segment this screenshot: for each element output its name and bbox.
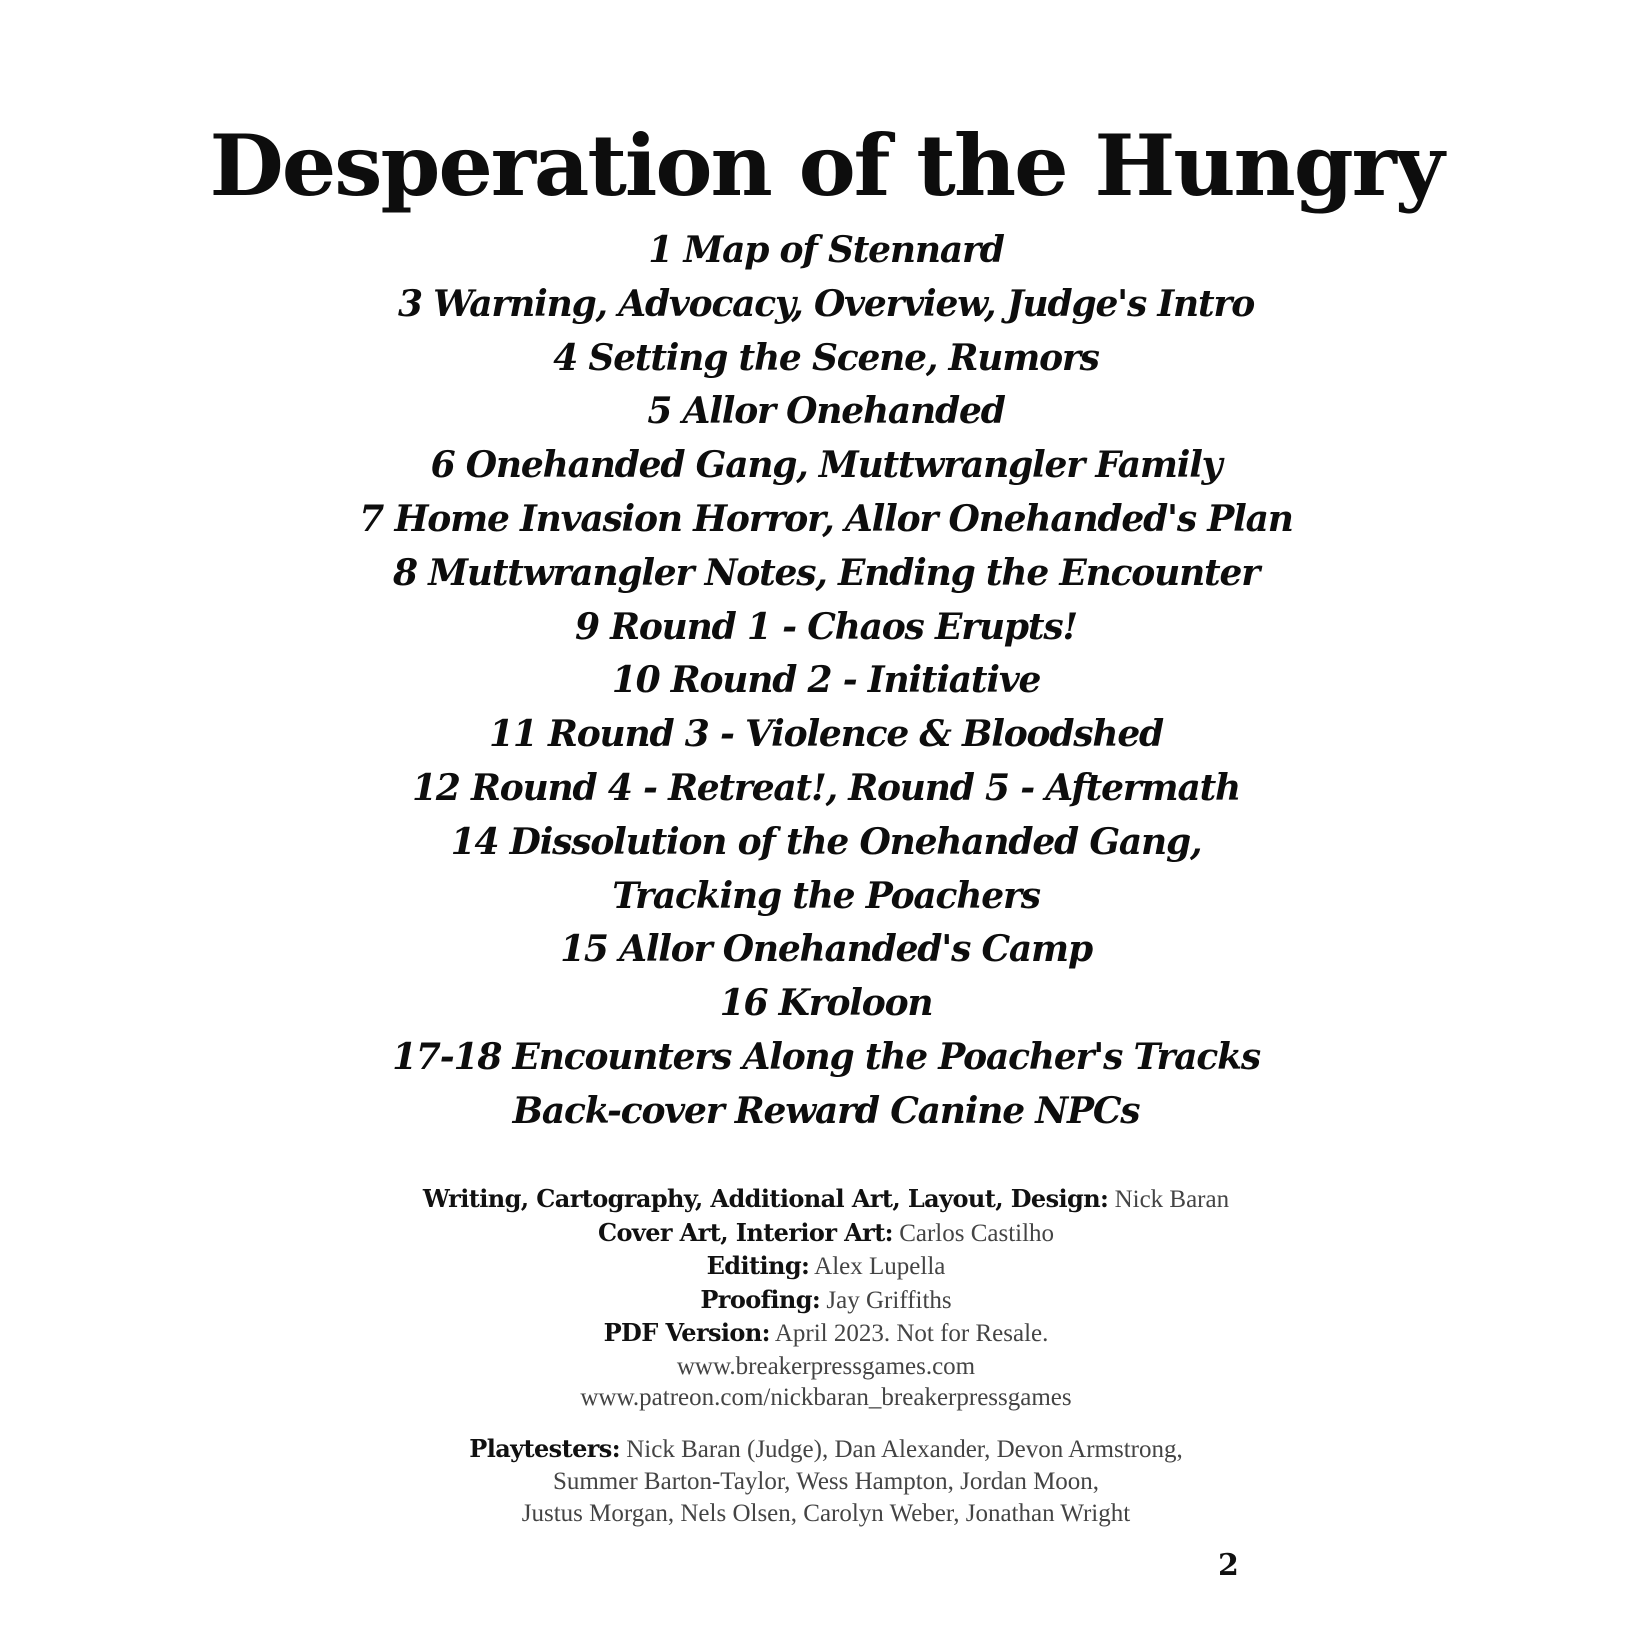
page-title: Desperation of the Hungry — [209, 116, 1443, 215]
patreon-link[interactable]: www.patreon.com/nickbaran_breakerpressgames — [580, 1384, 1072, 1411]
toc-entry: 17-18 Encounters Along the Poacher's Tracks — [392, 1035, 1260, 1078]
credit-line — [0, 1217, 1652, 1251]
credit-label: Writing, Cartography, Additional Art, Layout, Design: — [422, 1184, 1109, 1213]
toc-entry: 9 Round 1 - Chaos Erupts! — [574, 605, 1078, 648]
playtesters-names: Summer Barton-Taylor, Wess Hampton, Jordan Moon, — [552, 1468, 1100, 1495]
credit-line — [0, 1183, 1652, 1217]
credit-label: Editing: — [706, 1251, 810, 1280]
playtesters-line — [0, 1433, 1652, 1466]
credit-value: Carlos Castilho — [892, 1219, 1055, 1247]
credit-line — [0, 1250, 1652, 1284]
credit-line — [0, 1317, 1652, 1351]
toc-entry: 14 Dissolution of the Onehanded Gang, — [450, 820, 1202, 863]
credit-value: Alex Lupella — [809, 1253, 946, 1280]
page-number: 2 — [1218, 1548, 1239, 1583]
website-link[interactable]: www.breakerpressgames.com — [676, 1352, 976, 1380]
toc-entry: 16 Kroloon — [719, 982, 933, 1025]
credit-label: PDF Version: — [603, 1318, 770, 1347]
credit-label: Cover Art, Interior Art: — [597, 1217, 893, 1247]
toc-entry: Back-cover Reward Canine NPCs — [512, 1089, 1140, 1132]
credits-block — [0, 1183, 1652, 1414]
credit-line — [0, 1284, 1652, 1318]
toc-entry: 12 Round 4 - Retreat!, Round 5 - Aftermath — [412, 766, 1240, 809]
toc-entry: 5 Allor Onehanded — [647, 390, 1005, 433]
toc-entry: 7 Home Invasion Horror, Allor Onehanded's Plan — [359, 497, 1293, 540]
credit-label: Proofing: — [700, 1284, 821, 1314]
toc-entry: 11 Round 3 - Violence & Bloodshed — [488, 713, 1164, 756]
credit-value: April 2023. Not for Resale. — [769, 1320, 1049, 1347]
toc-entry: 4 Setting the Scene, Rumors — [553, 336, 1099, 379]
playtesters-names: Nick Baran (Judge), Dan Alexander, Devon Armstrong, — [619, 1436, 1183, 1463]
toc-entry: 3 Warning, Advocacy, Overview, Judge's Intro — [397, 282, 1255, 325]
credit-value: Nick Baran — [1108, 1186, 1230, 1213]
playtesters-names: Justus Morgan, Nels Olsen, Carolyn Weber, Jonathan Wright — [521, 1500, 1131, 1527]
credit-value: Jay Griffiths — [820, 1286, 952, 1314]
table-of-contents — [0, 224, 1652, 1139]
toc-entry: 6 Onehanded Gang, Muttwrangler Family — [430, 444, 1222, 487]
toc-entry-continued: Tracking the Poachers — [612, 874, 1040, 917]
toc-entry: 8 Muttwrangler Notes, Ending the Encounter — [393, 551, 1259, 594]
playtesters-block — [0, 1433, 1652, 1530]
playtesters-label: Playtesters: — [469, 1434, 620, 1463]
toc-entry: 10 Round 2 - Initiative — [611, 659, 1041, 702]
toc-entry: 1 Map of Stennard — [648, 229, 1004, 271]
toc-entry: 15 Allor Onehanded's Camp — [560, 928, 1092, 971]
